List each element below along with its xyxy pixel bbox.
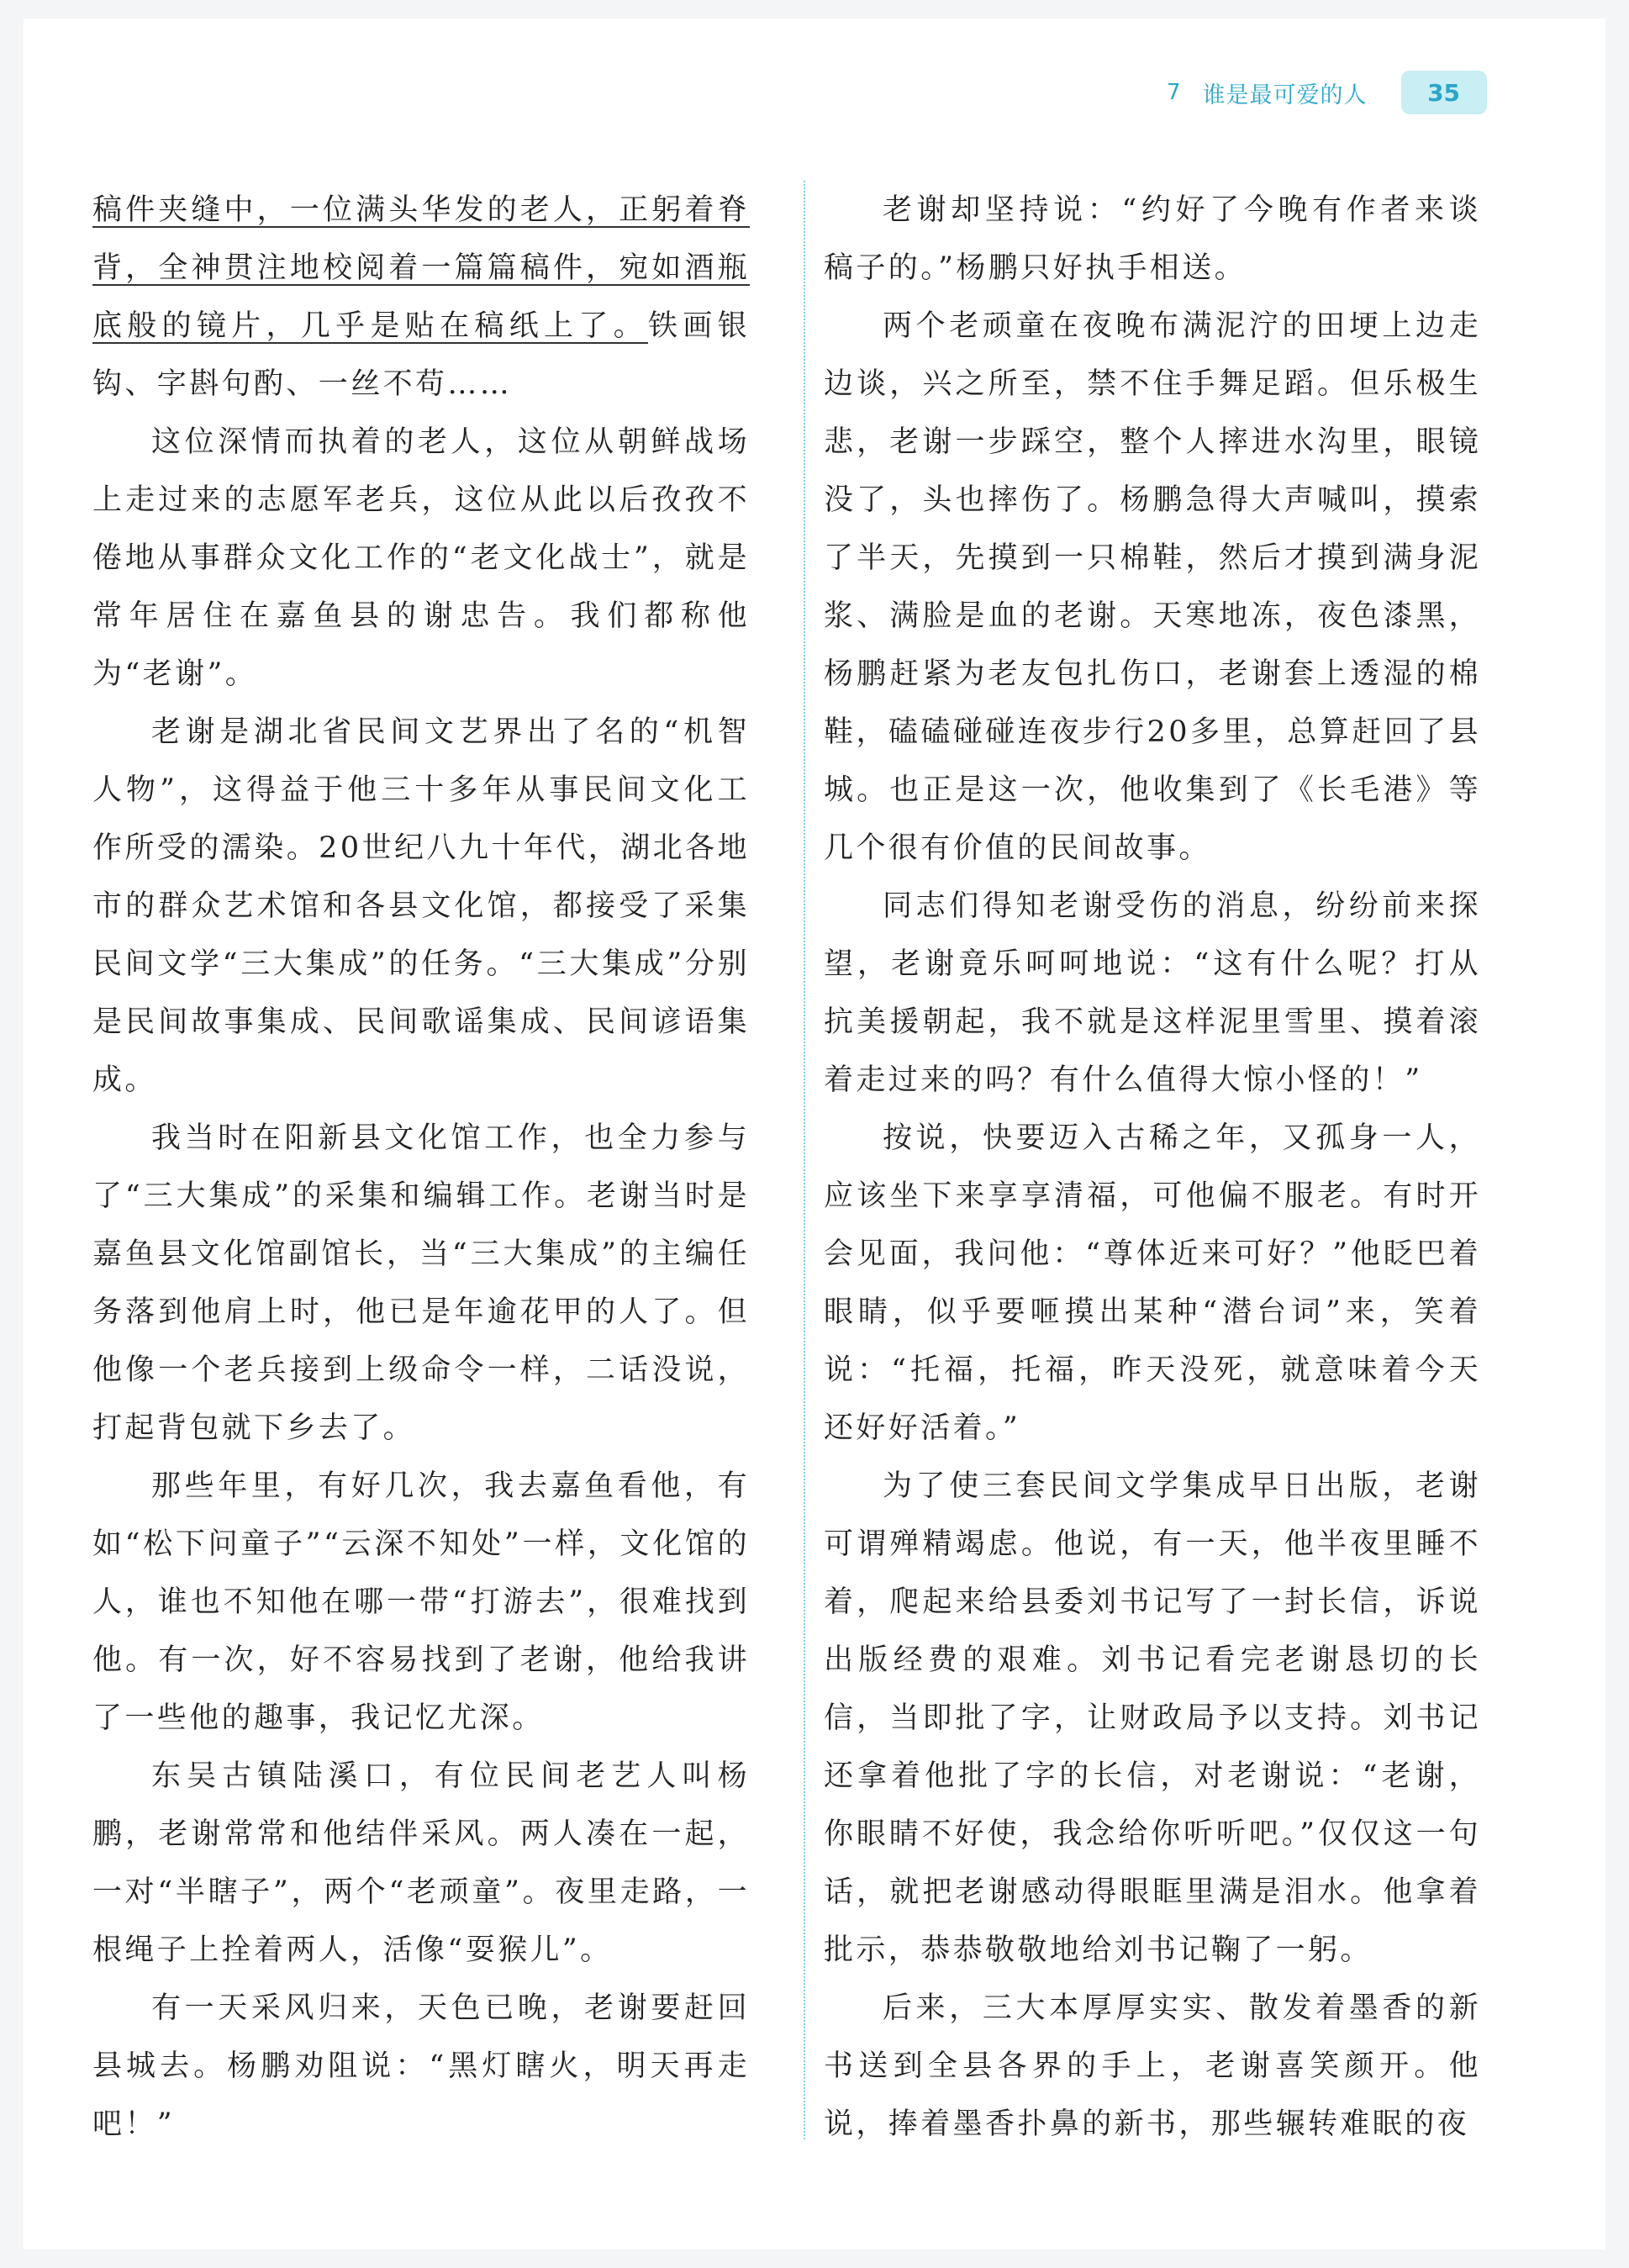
underlined-passage: 稿件夹缝中，一位满头华发的老人，正躬着脊背，全神贯注地校阅着一篇篇稿件，宛如酒瓶底般的镜片，几乎是贴在稿纸上了。	[92, 193, 750, 343]
left-paragraph-5: 那些年里，有好几次，我去嘉鱼看他，有如“松下问童子”“云深不知处”一样，文化馆的人，谁也不知他在哪一带“打游去”，很难找到他。有一次，好不容易找到了老谢，他给我讲了一些他的趣事，我记忆尤深。	[92, 1469, 750, 1735]
left-paragraph-4: 我当时在阳新县文化馆工作，也全力参与了“三大集成”的采集和编辑工作。老谢当时是嘉鱼县文化馆副馆长，当“三大集成”的主编任务落到他肩上时，他已是年逾花甲的人了。但他像一个老兵接到上级命令一样，二话没说，打起背包就下乡去了。	[92, 1121, 750, 1445]
right-paragraph-3: 同志们得知老谢受伤的消息，纷纷前来探望，老谢竟乐呵呵地说：“这有什么呢？打从抗美援朝起，我不就是这样泥里雪里、摸着滚着走过来的吗？有什么值得大惊小怪的！”	[824, 889, 1481, 1097]
left-paragraph-1-rest: 铁画银钩、字斟句酌、一丝不苟……	[92, 309, 751, 401]
page-number-badge: 35	[1401, 71, 1487, 114]
page-header	[1167, 69, 1487, 116]
left-paragraph-7: 有一天采风归来，天色已晚，老谢要赶回县城去。杨鹏劝阻说：“黑灯瞎火，明天再走吧！”	[92, 1991, 750, 2141]
chapter-title: 谁是最可爱的人	[1202, 82, 1368, 108]
right-paragraph-4: 按说，快要迈入古稀之年，又孤身一人，应该坐下来享享清福，可他偏不服老。有时开会见面，我问他：“尊体近来可好？”他眨巴着眼睛，似乎要咂摸出某种“潜台词”来，笑着说：“托福，托福，昨天没死，就意味着今天还好好活着。”	[824, 1121, 1481, 1445]
left-paragraph-3: 老谢是湖北省民间文艺界出了名的“机智人物”，这得益于他三十多年从事民间文化工作所受的濡染。20世纪八九十年代，湖北各地市的群众艺术馆和各县文化馆，都接受了采集民间文学“三大集成”的任务。“三大集成”分别是民间故事集成、民间歌谣集成、民间谚语集成。	[92, 715, 750, 1097]
right-paragraph-5: 为了使三套民间文学集成早日出版，老谢可谓殚精竭虑。他说，有一天，他半夜里睡不着，爬起来给县委刘书记写了一封长信，诉说出版经费的艰难。刘书记看完老谢恳切的长信，当即批了字，让财政局予以支持。刘书记还拿着他批了字的长信，对老谢说：“老谢，你眼睛不好使，我念给你听听吧。”仅仅这一句话，就把老谢感动得眼眶里满是泪水。他拿着批示，恭恭敬敬地给刘书记鞠了一躬。	[824, 1469, 1481, 1967]
left-paragraph-6: 东吴古镇陆溪口，有位民间老艺人叫杨鹏，老谢常常和他结伴采风。两人凑在一起，一对“半瞎子”，两个“老顽童”。夜里走路，一根绳子上拴着两人，活像“耍猴儿”。	[92, 1759, 750, 1967]
right-paragraph-6: 后来，三大本厚厚实实、散发着墨香的新书送到全县各界的手上，老谢喜笑颜开。他说，捧着墨香扑鼻的新书，那些辗转难眠的夜	[824, 1991, 1481, 2141]
right-paragraph-1: 老谢却坚持说：“约好了今晚有作者来谈稿子的。”杨鹏只好执手相送。	[824, 193, 1481, 285]
right-paragraph-2: 两个老顽童在夜晚布满泥泞的田埂上边走边谈，兴之所至，禁不住手舞足蹈。但乐极生悲，老谢一步踩空，整个人摔进水沟里，眼镜没了，头也摔伤了。杨鹏急得大声喊叫，摸索了半天，先摸到一只棉鞋，然后才摸到满身泥浆、满脸是血的老谢。天寒地冻，夜色漆黑，杨鹏赶紧为老友包扎伤口，老谢套上透湿的棉鞋，磕磕碰碰连夜步行20多里，总算赶回了县城。也正是这一次，他收集到了《长毛港》等几个很有价值的民间故事。	[824, 309, 1481, 865]
left-paragraph-2: 这位深情而执着的老人，这位从朝鲜战场上走过来的志愿军老兵，这位从此以后孜孜不倦地从事群众文化工作的“老文化战士”，就是常年居住在嘉鱼县的谢忠告。我们都称他为“老谢”。	[92, 425, 750, 691]
column-divider	[804, 181, 805, 2139]
left-paragraph-1	[92, 182, 750, 414]
chapter-number: 7	[1167, 80, 1181, 105]
right-column	[824, 182, 1481, 2154]
left-column	[92, 182, 750, 2154]
